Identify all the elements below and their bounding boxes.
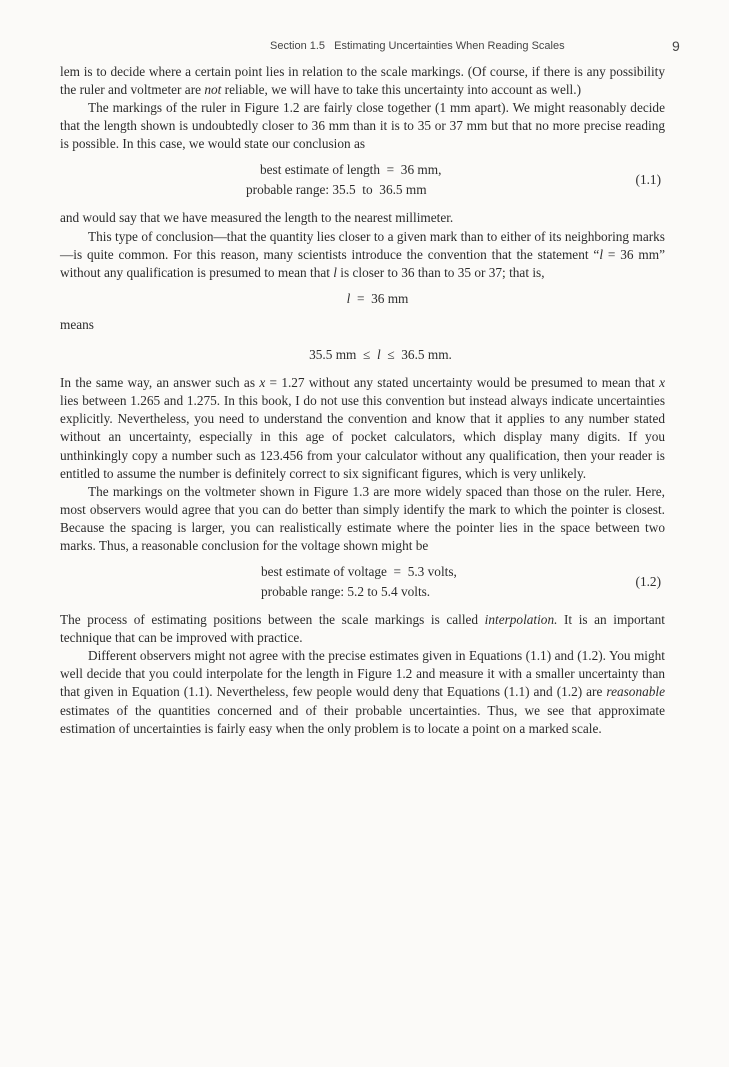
variable: l (346, 290, 351, 306)
text-run: = 36 mm (350, 290, 409, 306)
variable: l (376, 347, 381, 363)
means-label: means (60, 316, 94, 332)
text-run: Different observers might not agree with the precise estimates given in Equations (1.1) and (1.2). You might well decide that you could interpolate for the length in Figure 1.2 and measure it with a smaller uncertainty than that given in Equation (1.1). Nevertheless, few people would deny that Equations (1.1) and (1.2) are (60, 648, 665, 700)
equation-1-1 (60, 161, 665, 201)
emphasis: not (204, 82, 222, 98)
variable: x (659, 375, 665, 391)
variable: x (259, 375, 266, 391)
variable: l (333, 264, 337, 280)
paragraph-6: The markings on the voltmeter shown in Figure 1.3 are more widely spaced than those on the ruler. Here, most observers would agree that you can do better than simply identify the mark to which the pointer is closest. Because the spacing is larger, you can realistically estimate where the pointer lies in the space between two marks. Thus, a reasonable conclusion for the voltage shown might be (60, 483, 665, 553)
paragraph-3: and would say that we have measured the length to the nearest millimeter. (60, 210, 454, 226)
text-run: = 1.27 without any stated uncertainty would be presumed to mean that (265, 375, 660, 391)
text-run: In the same way, an answer such as (60, 375, 260, 391)
page-number: 9 (672, 38, 680, 54)
text-run: 35.5 mm ≤ (309, 347, 377, 363)
equation-number: (1.1) (635, 172, 661, 188)
paragraph-5 (60, 374, 665, 483)
text-run: lem is to decide where a certain point lies in relation to the scale markings. (Of course, if there is any possibility the ruler and voltmeter are (60, 64, 665, 98)
equation-l (60, 290, 665, 308)
text-run: This type of conclusion—that the quantity lies closer to a given mark than to either of its neighboring marks—is quite common. For this reason, many scientists introduce the convention that the statement “ (60, 228, 665, 262)
text-run: It is an important technique that can be improved with practice. (60, 612, 665, 646)
emphasis: interpolation. (484, 612, 558, 628)
text-run: = 36 mm” without any qualification is presumed to mean that (60, 246, 665, 280)
paragraph-1 (60, 63, 665, 99)
text-run: is closer to 36 than to 35 or 37; that is, (336, 264, 545, 280)
equation-line: best estimate of voltage = 5.3 volts, (261, 564, 457, 580)
equation-line: probable range: 35.5 to 36.5 mm (246, 182, 427, 198)
text-run: lies between 1.265 and 1.275. In this book, I do not use this convention but instead always indicate uncertainties explicitly. Nevertheless, you need to understand the convention and know that it applies to any number stated without an uncertainty, especially in this age of pocket calculators, which display many digits. If you unthinkingly copy a number such as 123.456 from your calculator without any qualification, then your reader is entitled to assume the number is definitely correct to six significant figures, which is very unlikely. (60, 393, 665, 481)
equation-line: best estimate of length = 36 mm, (260, 162, 442, 178)
page-header (0, 34, 729, 56)
section-label: Section 1.5 (270, 40, 326, 52)
text-run: The process of estimating positions between the scale markings is called (60, 612, 485, 628)
text-run: estimates of the quantities concerned and of their probable uncertainties. Thus, we see that approximate estimation of uncertainties is fairly easy when the only problem is to locate a point on a marked scale. (60, 702, 665, 736)
text-run: ≤ 36.5 mm. (380, 347, 452, 363)
paragraph-4 (60, 228, 665, 282)
inequality (60, 346, 665, 364)
running-head (270, 40, 565, 52)
text-run: reliable, we will have to take this uncertainty into account as well.) (221, 82, 581, 98)
section-title: Estimating Uncertainties When Reading Scales (334, 40, 565, 52)
paragraph-8 (60, 647, 665, 737)
body-text (60, 63, 665, 738)
paragraph-2: The markings of the ruler in Figure 1.2 are fairly close together (1 mm apart). We might reasonably decide that the length shown is undoubtedly closer to 36 mm than it is to 35 or 37 mm but that no more precise reading is possible. In this case, we would state our conclusion as (60, 100, 665, 152)
paragraph-7 (60, 611, 665, 647)
emphasis: reasonable (606, 684, 665, 700)
equation-1-2 (60, 563, 665, 603)
equation-number: (1.2) (635, 574, 661, 590)
variable: l (599, 246, 604, 262)
equation-line: probable range: 5.2 to 5.4 volts. (261, 584, 431, 600)
